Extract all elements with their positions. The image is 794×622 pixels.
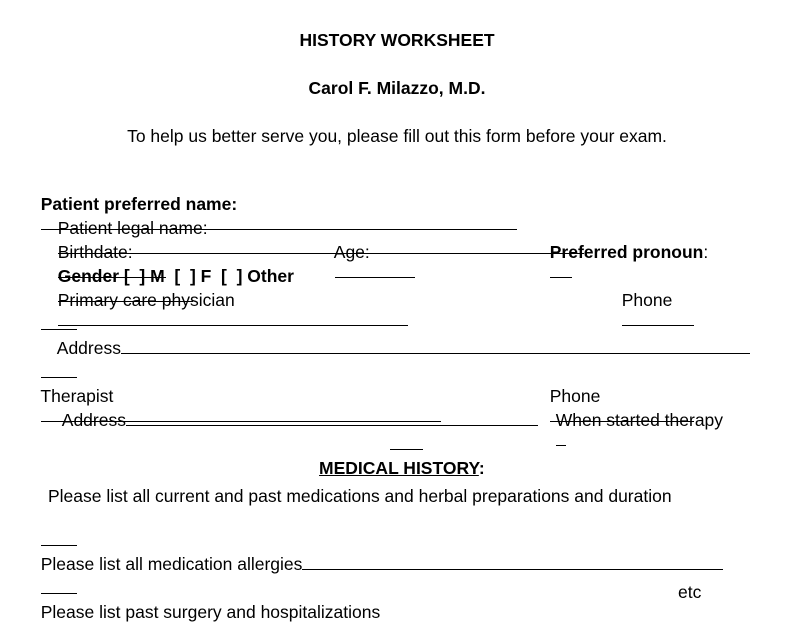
therapist-phone-label: Phone bbox=[549, 386, 601, 406]
pronoun-label: Preferred pronoun bbox=[549, 242, 704, 262]
birthdate-label: Birthdate: bbox=[57, 242, 133, 262]
therapist-address-label: Address bbox=[61, 410, 126, 430]
pronoun-colon: : bbox=[703, 242, 709, 262]
pronoun-field[interactable] bbox=[550, 262, 572, 278]
pcp-label: Primary care physician bbox=[57, 290, 235, 310]
gender-options[interactable]: Gender [ ] M [ ] F [ ] Other bbox=[57, 266, 294, 286]
surgery-row bbox=[31, 582, 380, 622]
therapist-address-row bbox=[53, 390, 538, 430]
pcp-address-field[interactable] bbox=[121, 338, 750, 354]
medical-history-title: MEDICAL HISTORY bbox=[319, 458, 479, 478]
pcp-address-row bbox=[48, 318, 750, 358]
legal-name-label: Patient legal name: bbox=[57, 218, 208, 238]
surgery-prompt: Please list past surgery and hospitalizations bbox=[40, 602, 381, 622]
medical-history-colon: : bbox=[478, 458, 485, 478]
pcp-address-label: Address bbox=[56, 338, 121, 358]
allergies-field[interactable] bbox=[302, 554, 723, 570]
pcp-phone-label: Phone bbox=[621, 290, 673, 310]
therapist-label: Therapist bbox=[40, 386, 114, 406]
surgery-etc: etc bbox=[678, 582, 702, 602]
allergies-row bbox=[31, 534, 723, 574]
doctor-name: Carol F. Milazzo, M.D. bbox=[308, 78, 486, 98]
age-label: Age: bbox=[333, 242, 370, 262]
form-title: HISTORY WORKSHEET bbox=[299, 30, 495, 50]
allergies-prompt: Please list all medication allergies bbox=[40, 554, 303, 574]
preferred-name-label: Patient preferred name: bbox=[40, 194, 238, 214]
therapist-address-field[interactable] bbox=[126, 410, 538, 426]
when-started-label: When started therapy bbox=[555, 410, 724, 430]
medical-history-heading bbox=[0, 438, 794, 478]
medications-prompt: Please list all current and past medications and herbal preparations and duration bbox=[48, 486, 672, 506]
form-instructions: To help us better serve you, please fill out this form before your exam. bbox=[127, 126, 667, 146]
